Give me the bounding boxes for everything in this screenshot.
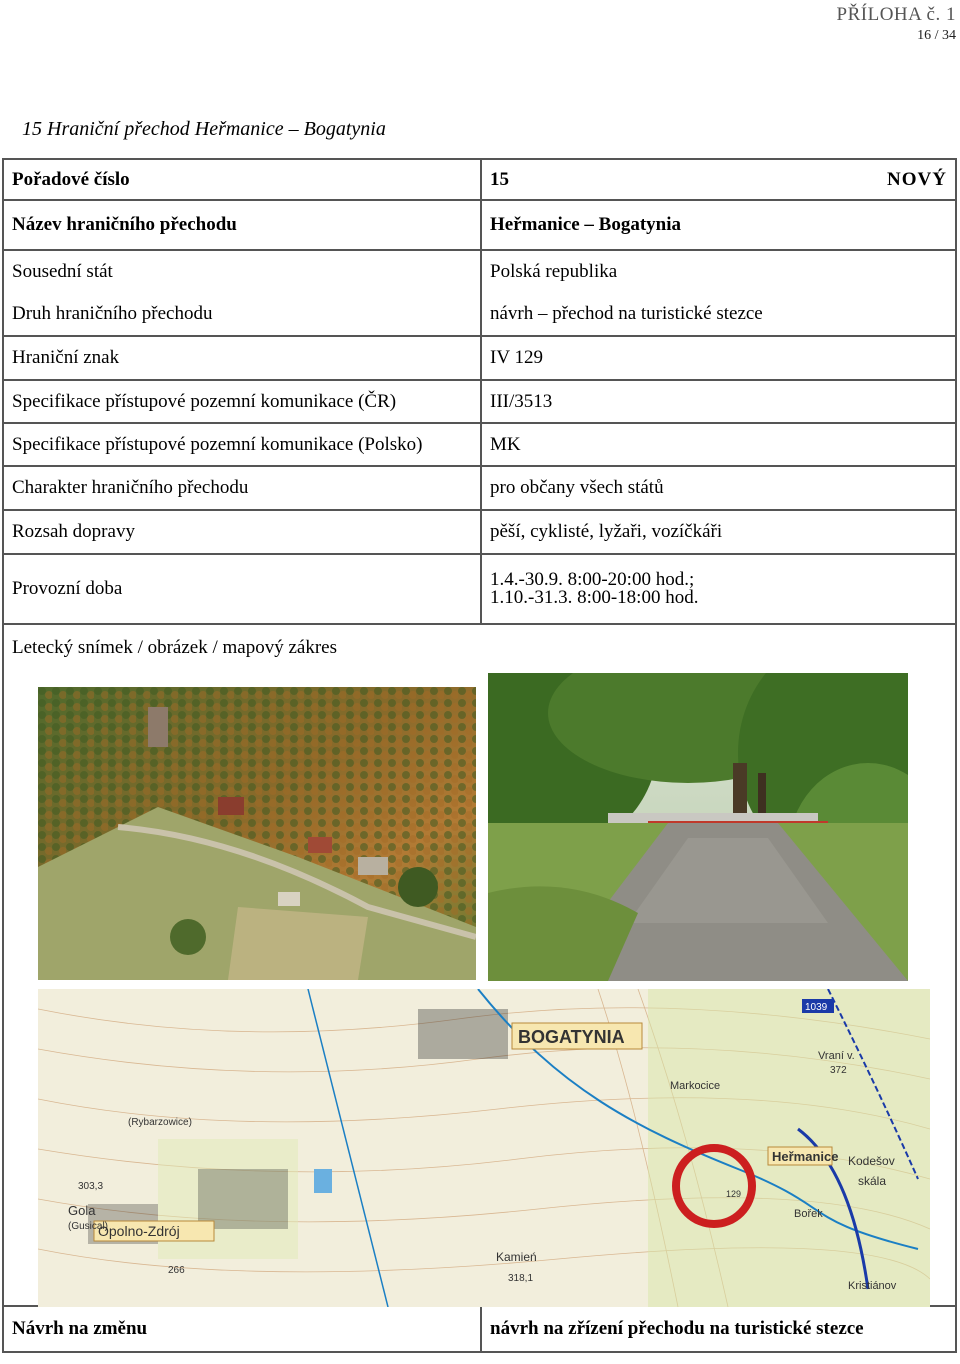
row-label-navrh: Návrh na změnu [3, 1306, 481, 1352]
svg-text:Heřmanice: Heřmanice [772, 1149, 839, 1164]
row-label-spec-pl: Specifikace přístupové pozemní komunikace (Polsko) [3, 423, 481, 466]
svg-text:Opolno-Zdrój: Opolno-Zdrój [98, 1223, 180, 1239]
table-row [3, 423, 956, 466]
map-label-marker-number: 129 [726, 1189, 742, 1199]
table-row [3, 466, 956, 510]
table-row [3, 1306, 956, 1352]
map-label-markocice: Markocice [670, 1080, 721, 1092]
map-image [38, 989, 930, 1307]
map-label-vrani: Vraní v. [818, 1050, 855, 1062]
row-label-soused [3, 250, 481, 336]
row-value-charakter: pro občany všech států [481, 466, 956, 510]
aerial-photo-image [38, 687, 476, 980]
row-label-charakter: Charakter hraničního přechodu [3, 466, 481, 510]
topographic-map [38, 989, 930, 1307]
row-value-poradove [481, 159, 956, 200]
row-value-doba [481, 554, 956, 624]
doba-winter: 1.10.-31.3. 8:00-18:00 hod. [490, 587, 699, 608]
table-row [3, 380, 956, 423]
row-label-rozsah: Rozsah dopravy [3, 510, 481, 554]
map-label-318: 318,1 [508, 1273, 534, 1284]
map-label-gola: Gola [68, 1203, 96, 1218]
row-label-nazev: Název hraničního přechodu [3, 200, 481, 250]
row-value-spec-cr: III/3513 [481, 380, 956, 423]
map-label-road-number [802, 999, 834, 1013]
map-label-kamien: Kamień [496, 1250, 537, 1264]
row-value-soused [481, 250, 956, 336]
pictures-label: Letecký snímek / obrázek / mapový zákres [12, 637, 337, 658]
pictures-cell [3, 624, 956, 1306]
row-label-poradove: Pořadové číslo [3, 159, 481, 200]
row-value-rozsah: pěší, cyklisté, lyžaři, vozíčkáři [481, 510, 956, 554]
map-label-372: 372 [830, 1065, 847, 1076]
map-label-borek: Bořek [794, 1208, 823, 1220]
table-row [3, 250, 956, 336]
druh-label: Druh hraničního přechodu [12, 303, 213, 324]
map-label-rybarzowice: (Rybarzowice) [128, 1117, 192, 1128]
doba-summer: 1.4.-30.9. 8:00-20:00 hod.; [490, 569, 695, 590]
druh-value: návrh – přechod na turistické stezce [490, 303, 763, 324]
table-row [3, 336, 956, 380]
soused-value: Polská republika [490, 261, 618, 282]
svg-text:1039: 1039 [805, 1002, 828, 1013]
table-row [3, 510, 956, 554]
row-value-znak: IV 129 [481, 336, 956, 380]
page-header [837, 4, 956, 44]
aerial-photo [38, 687, 476, 980]
soused-label: Sousední stát [12, 261, 113, 282]
row-label-spec-cr: Specifikace přístupové pozemní komunikace (ČR) [3, 380, 481, 423]
new-flag: NOVÝ [887, 168, 947, 190]
map-label-hermanice [768, 1147, 838, 1165]
map-label-266: 266 [168, 1265, 185, 1276]
table-row [3, 200, 956, 250]
row-value-nazev: Heřmanice – Bogatynia [481, 200, 956, 250]
table-row [3, 554, 956, 624]
map-label-opolno [94, 1221, 214, 1241]
map-label-skala: skála [858, 1174, 887, 1188]
map-label-303: 303,3 [78, 1181, 104, 1192]
row-label-doba: Provozní doba [3, 554, 481, 624]
crossing-table [2, 158, 957, 1353]
map-label-kristianov: Kristiánov [848, 1280, 897, 1292]
ground-photo-image [488, 673, 908, 981]
page-number: 16 / 34 [917, 28, 956, 43]
ground-photo [488, 673, 908, 981]
page-title: 15 Hraniční přechod Heřmanice – Bogatynia [22, 118, 386, 140]
table-row [3, 159, 956, 200]
annex-label: PŘÍLOHA č. 1 [836, 4, 956, 25]
row-value-spec-pl: MK [481, 423, 956, 466]
map-label-gusical: (Gusical) [68, 1221, 109, 1232]
svg-text:BOGATYNIA: BOGATYNIA [518, 1027, 625, 1047]
map-label-bogatynia [512, 1023, 642, 1049]
table-row [3, 624, 956, 1306]
poradove-number: 15 [490, 168, 509, 190]
row-label-znak: Hraniční znak [3, 336, 481, 380]
row-value-navrh: návrh na zřízení přechodu na turistické stezce [481, 1306, 956, 1352]
map-label-kodesov: Kodešov [848, 1154, 895, 1168]
